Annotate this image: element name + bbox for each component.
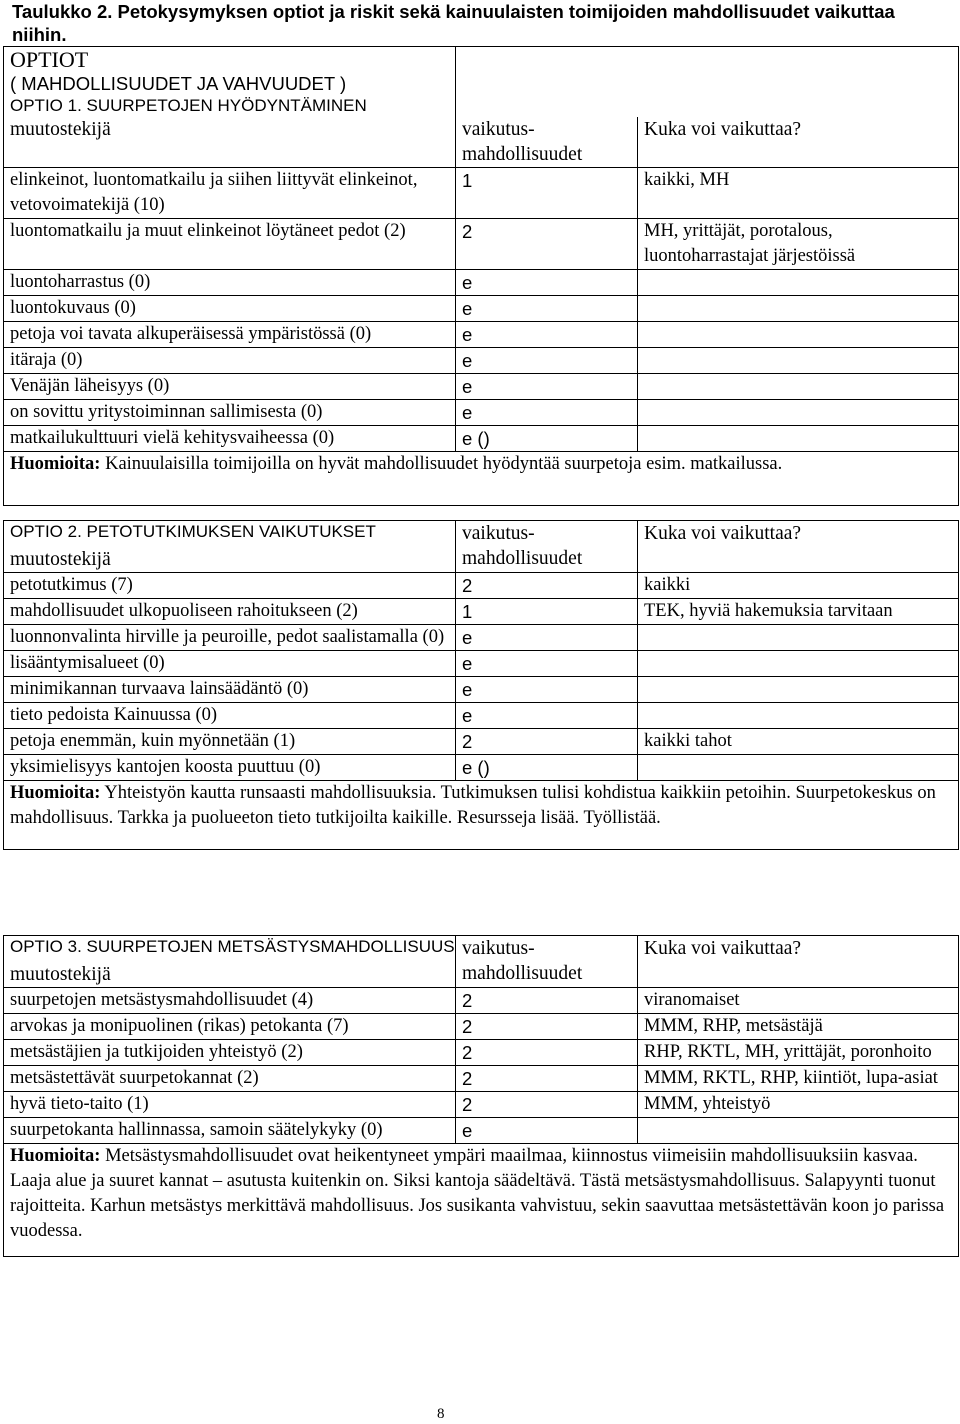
row-who: viranomaiset	[638, 988, 959, 1014]
row-factor: elinkeinot, luontomatkailu ja siihen liittyvät elinkeinot, vetovoimatekijä (10)	[4, 168, 456, 219]
table-row	[4, 729, 959, 755]
row-impact: e	[456, 400, 638, 426]
header-impact: vaikutus- mahdollisuudet	[456, 521, 638, 573]
note-text: Metsästysmahdollisuudet ovat heikentyneet ympäri maailmaa, kiinnostus viimeisiin mahdollisuuksiin kasvaa. Laaja alue ja suuret kannat – asutusta kuitenkin on. Siksi kantoja säädeltävä. Tästä metsästysmahdollisuus. Salapyynti tuonut rajoitteita. Karhun metsästys merkittävä mahdollisuus. Jos susikanta vahvistuu, sekin saavuttaa metsästettävän koon jo parissa vuodessa.	[10, 1146, 945, 1241]
option-title: OPTIO 2. PETOTUTKIMUKSEN VAIKUTUKSET	[10, 522, 376, 541]
table-header-row	[4, 521, 959, 573]
row-impact: e	[456, 296, 638, 322]
table-header-row	[4, 117, 959, 168]
table-row	[4, 322, 959, 348]
row-factor: hyvä tieto-taito (1)	[4, 1092, 456, 1118]
row-impact: 2	[456, 573, 638, 599]
table-row	[4, 573, 959, 599]
table-row	[4, 400, 959, 426]
row-impact: e	[456, 677, 638, 703]
row-factor: lisääntymisalueet (0)	[4, 651, 456, 677]
row-factor: matkailukulttuuri vielä kehitysvaiheessa (0)	[4, 426, 456, 452]
row-who: MMM, RKTL, RHP, kiintiöt, lupa-asiat	[638, 1066, 959, 1092]
row-factor: mahdollisuudet ulkopuoliseen rahoitukseen (2)	[4, 599, 456, 625]
header-impact: vaikutus- mahdollisuudet	[456, 117, 638, 168]
option-1-table	[3, 46, 959, 506]
row-impact: e	[456, 322, 638, 348]
row-impact: e	[456, 625, 638, 651]
header-who: Kuka voi vaikuttaa?	[638, 117, 959, 168]
row-factor: yksimielisyys kantojen koosta puuttuu (0)	[4, 755, 456, 781]
optiot-subtitle: ( MAHDOLLISUUDET JA VAHVUUDET )	[10, 73, 347, 94]
row-who	[638, 755, 959, 781]
row-factor: petotutkimus (7)	[4, 573, 456, 599]
table-row	[4, 651, 959, 677]
row-who	[638, 374, 959, 400]
row-impact: e	[456, 703, 638, 729]
header-who: Kuka voi vaikuttaa?	[638, 936, 959, 988]
note-row	[4, 781, 959, 850]
note-row	[4, 1144, 959, 1257]
table-row	[4, 426, 959, 452]
row-who	[638, 348, 959, 374]
row-who	[638, 400, 959, 426]
row-factor: itäraja (0)	[4, 348, 456, 374]
table-row	[4, 296, 959, 322]
note-row	[4, 452, 959, 506]
table-row	[4, 219, 959, 270]
optiot-heading-row	[4, 47, 959, 118]
row-factor: suurpetojen metsästysmahdollisuudet (4)	[4, 988, 456, 1014]
row-who	[638, 651, 959, 677]
row-who	[638, 426, 959, 452]
row-who	[638, 703, 959, 729]
table-row	[4, 703, 959, 729]
row-impact: 2	[456, 1092, 638, 1118]
row-who	[638, 677, 959, 703]
row-factor: luonnonvalinta hirville ja peuroille, pedot saalistamalla (0)	[4, 625, 456, 651]
row-factor: arvokas ja monipuolinen (rikas) petokanta (7)	[4, 1014, 456, 1040]
note-label: Huomioita:	[10, 783, 101, 803]
option-title: OPTIO 1. SUURPETOJEN HYÖDYNTÄMINEN	[10, 96, 367, 115]
row-factor: luontoharrastus (0)	[4, 270, 456, 296]
row-who: MMM, RHP, metsästäjä	[638, 1014, 959, 1040]
row-impact: e ()	[456, 426, 638, 452]
table-row	[4, 1040, 959, 1066]
header-who: Kuka voi vaikuttaa?	[638, 521, 959, 573]
header-factor: muutostekijä	[10, 964, 111, 985]
header-factor: muutostekijä	[10, 549, 111, 570]
table-row	[4, 374, 959, 400]
option-3-table	[3, 935, 959, 1257]
table-row	[4, 348, 959, 374]
row-impact: 1	[456, 168, 638, 219]
table-row	[4, 755, 959, 781]
row-factor: metsästäjien ja tutkijoiden yhteistyö (2)	[4, 1040, 456, 1066]
table-row	[4, 988, 959, 1014]
row-factor: tieto pedoista Kainuussa (0)	[4, 703, 456, 729]
header-impact: vaikutus- mahdollisuudet	[456, 936, 638, 988]
note-text: Kainuulaisilla toimijoilla on hyvät mahdollisuudet hyödyntää suurpetoja esim. matkailussa.	[100, 454, 783, 474]
row-factor: minimikannan turvaava lainsäädäntö (0)	[4, 677, 456, 703]
row-who: kaikki, MH	[638, 168, 959, 219]
header-factor: muutostekijä	[4, 117, 456, 168]
note-text: Yhteistyön kautta runsaasti mahdollisuuksia. Tutkimuksen tulisi kohdistua kaikkiin petoihin. Suurpetokeskus on mahdollisuus. Tarkka ja puolueeton tieto tutkijoilta kaikille. Resursseja lisää. Työllistää.	[10, 783, 936, 828]
row-impact: 2	[456, 729, 638, 755]
table-row	[4, 270, 959, 296]
row-who: MMM, yhteistyö	[638, 1092, 959, 1118]
row-who: TEK, hyviä hakemuksia tarvitaan	[638, 599, 959, 625]
row-impact: e	[456, 651, 638, 677]
row-impact: 2	[456, 1040, 638, 1066]
row-impact: 2	[456, 1014, 638, 1040]
row-impact: e	[456, 1118, 638, 1144]
row-factor: suurpetokanta hallinnassa, samoin säätelykyky (0)	[4, 1118, 456, 1144]
row-factor: Venäjän läheisyys (0)	[4, 374, 456, 400]
row-who	[638, 625, 959, 651]
table-header-row	[4, 936, 959, 988]
table-row	[4, 1014, 959, 1040]
row-who: kaikki tahot	[638, 729, 959, 755]
row-impact: e ()	[456, 755, 638, 781]
row-who	[638, 270, 959, 296]
table-row	[4, 677, 959, 703]
row-who: MH, yrittäjät, porotalous, luontoharrastajat järjestöissä	[638, 219, 959, 270]
table-row	[4, 168, 959, 219]
table-row	[4, 599, 959, 625]
row-impact: 2	[456, 988, 638, 1014]
page-number: 8	[437, 1406, 445, 1422]
table-caption: Taulukko 2. Petokysymyksen optiot ja riskit sekä kainuulaisten toimijoiden mahdollisuudet vaikuttaa niihin.	[12, 1, 895, 45]
table-row	[4, 1092, 959, 1118]
row-who: RHP, RKTL, MH, yrittäjät, poronhoito	[638, 1040, 959, 1066]
row-who: kaikki	[638, 573, 959, 599]
table-row	[4, 1118, 959, 1144]
row-who	[638, 296, 959, 322]
note-label: Huomioita:	[10, 1146, 101, 1166]
option-title: OPTIO 3. SUURPETOJEN METSÄSTYSMAHDOLLISUUS	[10, 937, 455, 956]
row-who	[638, 322, 959, 348]
row-impact: e	[456, 374, 638, 400]
table-row	[4, 625, 959, 651]
row-factor: luontomatkailu ja muut elinkeinot löytäneet pedot (2)	[4, 219, 456, 270]
row-factor: on sovittu yritystoiminnan sallimisesta (0)	[4, 400, 456, 426]
row-factor: luontokuvaus (0)	[4, 296, 456, 322]
row-factor: metsästettävät suurpetokannat (2)	[4, 1066, 456, 1092]
row-factor: petoja voi tavata alkuperäisessä ympäristössä (0)	[4, 322, 456, 348]
row-impact: e	[456, 270, 638, 296]
row-factor: petoja enemmän, kuin myönnetään (1)	[4, 729, 456, 755]
note-label: Huomioita:	[10, 454, 101, 474]
option-2-table	[3, 520, 959, 850]
table-row	[4, 1066, 959, 1092]
row-impact: 1	[456, 599, 638, 625]
row-impact: 2	[456, 1066, 638, 1092]
row-who	[638, 1118, 959, 1144]
row-impact: e	[456, 348, 638, 374]
row-impact: 2	[456, 219, 638, 270]
optiot-title: OPTIOT	[10, 47, 89, 72]
